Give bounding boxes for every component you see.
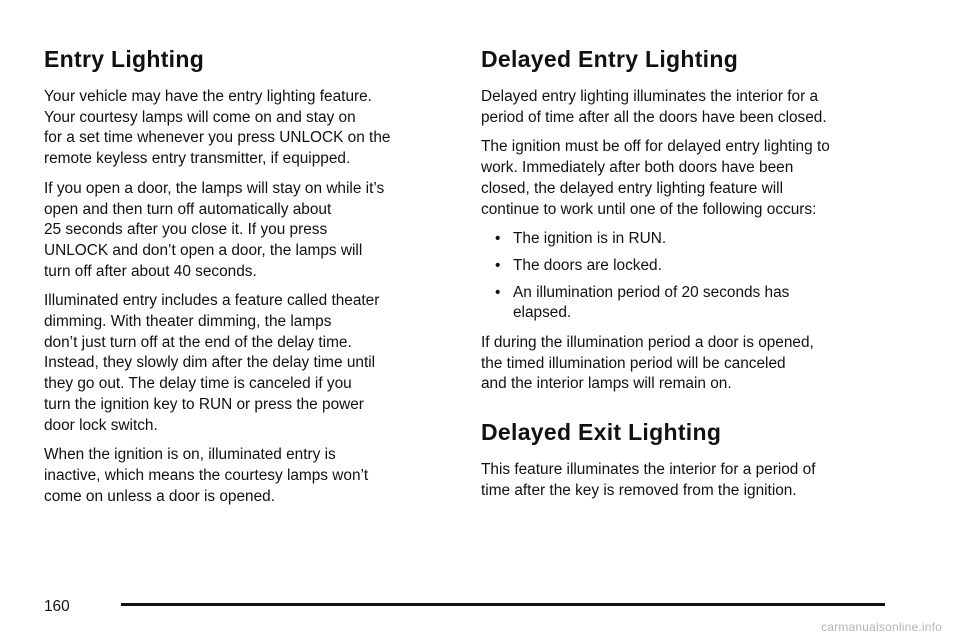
footer-rule <box>121 603 885 606</box>
list-item <box>481 229 891 250</box>
paragraph: If you open a door, the lamps will stay on while it’s open and then turn off automatically about 25 seconds after you close it. If you press UNLOCK and don’t open a door, the lamps will turn off after about 40 seconds. <box>44 179 385 280</box>
right-column <box>481 42 891 511</box>
watermark: carmanualsonline.info <box>821 620 942 634</box>
section-title-entry-lighting: Entry Lighting <box>44 46 205 72</box>
paragraph: If during the illumination period a door is opened, the timed illumination period will be canceled and the interior lamps will remain on. <box>481 334 814 393</box>
paragraph: Your vehicle may have the entry lighting feature. Your courtesy lamps will come on and stay on for a set time whenever you press UNLOCK on the remote keyless entry transmitter, if equipped. <box>44 88 391 168</box>
bullet-icon: • <box>495 230 501 248</box>
paragraph: When the ignition is on, illuminated entry is inactive, which means the courtesy lamps won’t come on unless a door is opened. <box>44 446 369 505</box>
paragraph: This feature illuminates the interior for a period of time after the key is removed from the ignition. <box>481 461 816 499</box>
section-title-delayed-exit-lighting: Delayed Exit Lighting <box>481 419 722 446</box>
paragraph: The ignition must be off for delayed entry lighting to work. Immediately after both doors have been closed, the delayed entry lighting feature will continue to work until one of the following occurs: <box>481 138 830 218</box>
list-item-text: The doors are locked. <box>513 256 662 274</box>
paragraph: Illuminated entry includes a feature called theater dimming. With theater dimming, the lamps don’t just turn off at the end of the delay time. Instead, they slowly dim after the delay time until they go out. The delay time is canceled if you turn the ignition key to RUN or press the power door lock switch. <box>44 292 380 434</box>
list-item <box>481 283 891 324</box>
bullet-icon: • <box>495 283 501 301</box>
section-title-delayed-entry-lighting: Delayed Entry Lighting <box>481 46 739 72</box>
page-number: 160 <box>44 598 70 615</box>
list-item <box>481 256 891 277</box>
bullet-icon: • <box>495 256 501 274</box>
list-item-text: The ignition is in RUN. <box>513 230 667 248</box>
list-item-text: An illumination period of 20 seconds has elapsed. <box>513 283 790 322</box>
left-column <box>44 42 454 516</box>
paragraph: Delayed entry lighting illuminates the interior for a period of time after all the doors have been closed. <box>481 88 827 126</box>
bullet-list <box>481 229 891 324</box>
